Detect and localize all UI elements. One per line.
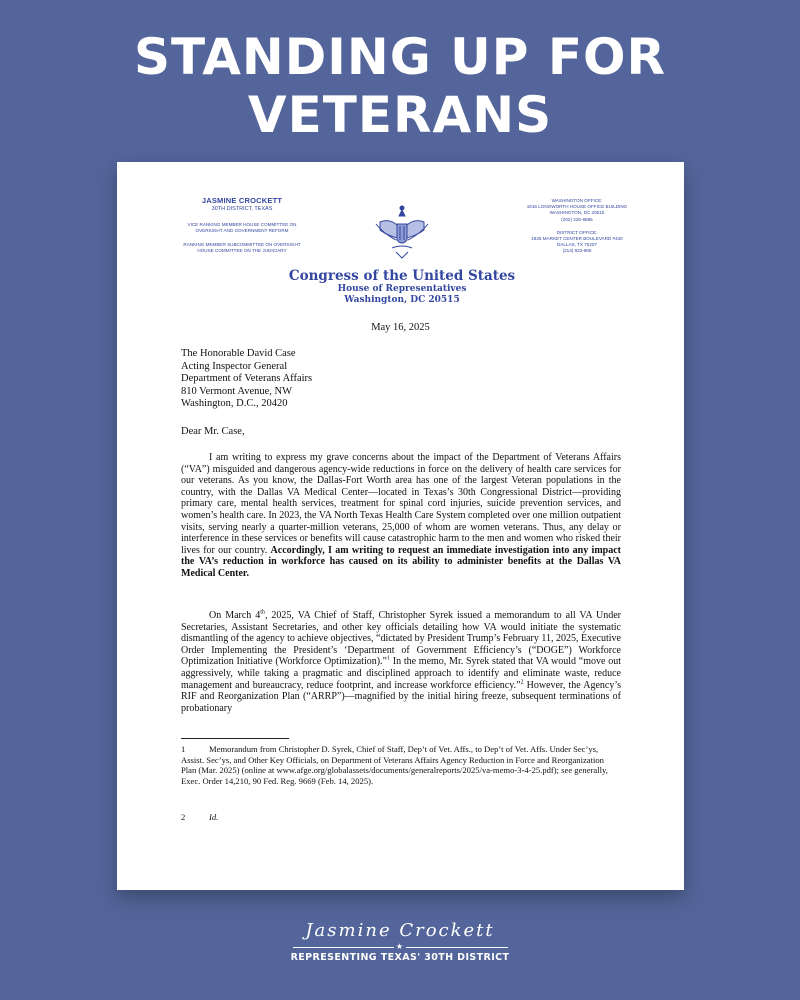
- headline-line-2: VETERANS: [247, 86, 553, 144]
- office-label: WASHINGTON OFFICE:: [551, 198, 603, 203]
- address-line: Acting Inspector General: [181, 360, 288, 372]
- page-headline: [0, 28, 800, 144]
- office-address-line: 1825 MARKET CENTER BOULEVARD #440: [531, 236, 623, 242]
- address-line: 810 Vermont Avenue, NW: [181, 385, 293, 397]
- signature-underline: [293, 942, 508, 951]
- committee-role: RANKING MEMBER SUBCOMMITTEE ON OVERSIGHT HOUSE COMMITTEE ON THE JUDICIARY: [183, 242, 301, 253]
- paragraph-text: I am writing to express my grave concerns about the impact of the Department of Veterans Affairs (“VA”) misguided and dangerous agency-wide reductions in force on the delivery of health care services for our veterans. As you know, the Dallas-Fort Worth area has one of the largest Veteran populations in the country, with the Dallas VA Medical Center—located in Texas’s 30th Congressional District—providing primary care, mental health services, treatment for spinal cord injuries, suicide prevention services, and women’s health care. In 2023, the VA North Texas Health Care System completed over one million outpatient visits, serving nearly a quarter-million veterans, 25,000 of whom are women veterans. Thus, any delay or interference in these services or benefits will cause catastrophic harm to the men and women who risked their lives for our country.: [181, 452, 621, 556]
- house-city: Washington, DC 20515: [344, 295, 460, 305]
- footnote-text: Id.: [209, 812, 219, 822]
- paragraph-text: However, the Agency’s RIF and Reorganization Plan (“ARRP”)—magnified by the initial hiring freeze, subsequent terminations of probationary: [181, 679, 621, 714]
- house-title: House of Representatives: [337, 284, 467, 294]
- office-address-line: 1616 LONGWORTH HOUSE OFFICE BUILDING: [526, 204, 628, 210]
- footer-branding: [0, 920, 800, 963]
- footnote-number: 2: [181, 812, 186, 822]
- congress-masthead: [257, 268, 547, 306]
- recipient-address: [181, 348, 312, 411]
- member-district: 30TH DISTRICT, TEXAS: [211, 206, 273, 212]
- footnote-ref-1: 1: [387, 656, 390, 663]
- ordinal-suffix: th: [260, 609, 265, 616]
- footer-tagline: REPRESENTING TEXAS' 30TH DISTRICT: [290, 952, 510, 963]
- office-label: DISTRICT OFFICE:: [556, 229, 598, 235]
- footnote-number: 1: [181, 744, 186, 754]
- office-address-line: WASHINGTON, DC 20515: [549, 210, 605, 216]
- washington-office: [497, 198, 657, 223]
- headline-line-1: STANDING UP FOR: [134, 28, 666, 86]
- letterhead-right: [497, 198, 657, 255]
- paragraph-bold-request: Accordingly, I am writing to request an immediate investigation into any impact the VA’s reduction in workforce has caused on its ability to administer benefits at the Dallas VA Medical Center.: [181, 544, 621, 579]
- address-line: The Honorable David Case: [181, 348, 296, 359]
- office-address-line: DALLAS, TX 75207: [556, 242, 597, 248]
- signature-logo: Jasmine Crockett: [305, 920, 495, 941]
- office-phone: (202) 225-8885: [561, 216, 593, 222]
- footnote-1: [181, 744, 621, 786]
- letter-document: [117, 162, 684, 890]
- member-name: JASMINE CROCKETT: [201, 196, 283, 205]
- salutation: Dear Mr. Case,: [181, 426, 245, 437]
- address-line: Department of Veterans Affairs: [181, 373, 313, 385]
- office-phone: (214) 922-885: [562, 248, 592, 254]
- letterhead-left: [177, 196, 307, 254]
- house-seal-icon: [370, 204, 434, 264]
- district-office: [497, 230, 657, 255]
- paragraph-text: , 2025, VA Chief of Staff, Christopher Syrek issued a memorandum to all VA Under Secretaries, Assistant Secretaries, and other key officials detailing how VA would initiate the systematic dismantling of the agency to achieve objectives, “dictated by President Trump’s February 11, 2025, Executive Order Implementing the President’s ‘Department of Government Efficiency’s (“DOGE”) Workforce Optimization Initiative (Workforce Optimization).”: [181, 610, 621, 668]
- texas-star-icon: ★: [394, 942, 406, 952]
- committee-role: VICE RANKING MEMBER HOUSE COMMITTEE ON OVERSIGHT AND GOVERNMENT REFORM: [187, 222, 297, 233]
- footnote-divider: [181, 738, 289, 739]
- footnote-text: Memorandum from Christopher D. Syrek, Chief of Staff, Dep’t of Vet. Affs., to Dep’t of Vet. Affs. Under Sec’ys, Assist. Sec’ys, and Other Key Officials, on Department of Veterans Affairs Agency Reduction in Force and Reorganization Plan (Mar. 2025) (online at www.afge.org/globalassets/documents/generalreports/2025/va-memo-3-4-25.pdf); see generally, Exec. Order 14,210, 90 Fed. Reg. 9669 (Feb. 14, 2025).: [181, 744, 608, 786]
- paragraph-1: [181, 452, 621, 580]
- paragraph-text: On March 4: [209, 610, 261, 621]
- congress-title: Congress of the United States: [288, 268, 516, 284]
- paragraph-2: [181, 610, 621, 714]
- letter-date: May 16, 2025: [371, 322, 430, 333]
- footnote-ref-2: 2: [520, 679, 524, 686]
- paragraph-text: In the memo, Mr. Syrek stated that VA would “move out aggressively, while taking a pragmatic and disciplined approach to identify and eliminate waste, reduce management and bureaucracy, reduce footprint, and increase workforce efficiency.”: [181, 656, 621, 691]
- address-line: Washington, D.C., 20420: [181, 398, 288, 410]
- footnote-2: [181, 812, 621, 823]
